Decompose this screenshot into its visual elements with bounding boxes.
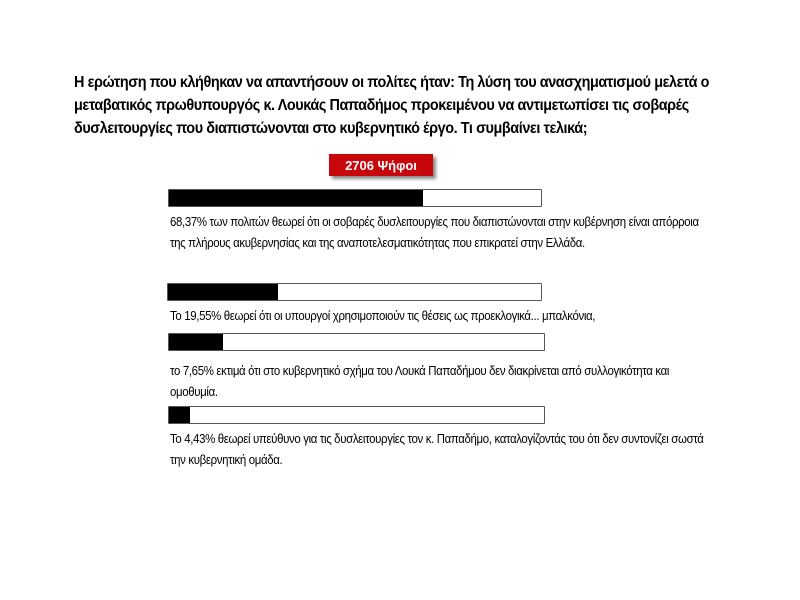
result-bar-4 [168,406,545,424]
result-bar-fill-1 [169,190,423,206]
result-bar-fill-2 [168,284,278,300]
result-bar-3 [168,333,545,351]
result-bar-1 [168,189,542,207]
answer-text-4: Το 4,43% θεωρεί υπεύθυνο για τις δυσλειτουργίες τον κ. Παπαδήμο, καταλογίζοντάς του ότι δεν συντονίζει σωστά την κυβερνητική ομάδα. [170,431,704,467]
result-bar-fill-3 [169,334,223,350]
poll-question: Η ερώτηση που κλήθηκαν να απαντήσουν οι πολίτες ήταν: Τη λύση του ανασχηματισμού μελετά ο μεταβατικός πρωθυπουργός κ. Λουκάς Παπαδήμος προκειμένου να αντιμετωπίσει τις σοβαρές δυσλειτουργίες που διαπιστώνονται στο κυβερνητικό έργο. Τι συμβαίνει τελικά; [74,74,710,137]
result-bar-2 [167,283,542,301]
result-bar-fill-4 [169,407,190,423]
answer-text-3: το 7,65% εκτιμά ότι στο κυβερνητικό σχήμα του Λουκά Παπαδήμου δεν διακρίνεται από συλλογικότητα και ομοθυμία. [170,363,670,399]
votes-count-badge: 2706 Ψήφοι [329,154,433,176]
answer-text-2: Το 19,55% θεωρεί ότι οι υπουργοί χρησιμοποιούν τις θέσεις ως προεκλογικά... μπαλκόνια, [170,308,596,323]
answer-text-1: 68,37% των πολιτών θεωρεί ότι οι σοβαρές δυσλειτουργίες που διαπιστώνονται στην κυβέρνηση είναι απόρροια της πλήρους ακυβερνησίας και της αναποτελεσματικότητας που επικρατεί στην Ελλάδα. [170,214,699,250]
